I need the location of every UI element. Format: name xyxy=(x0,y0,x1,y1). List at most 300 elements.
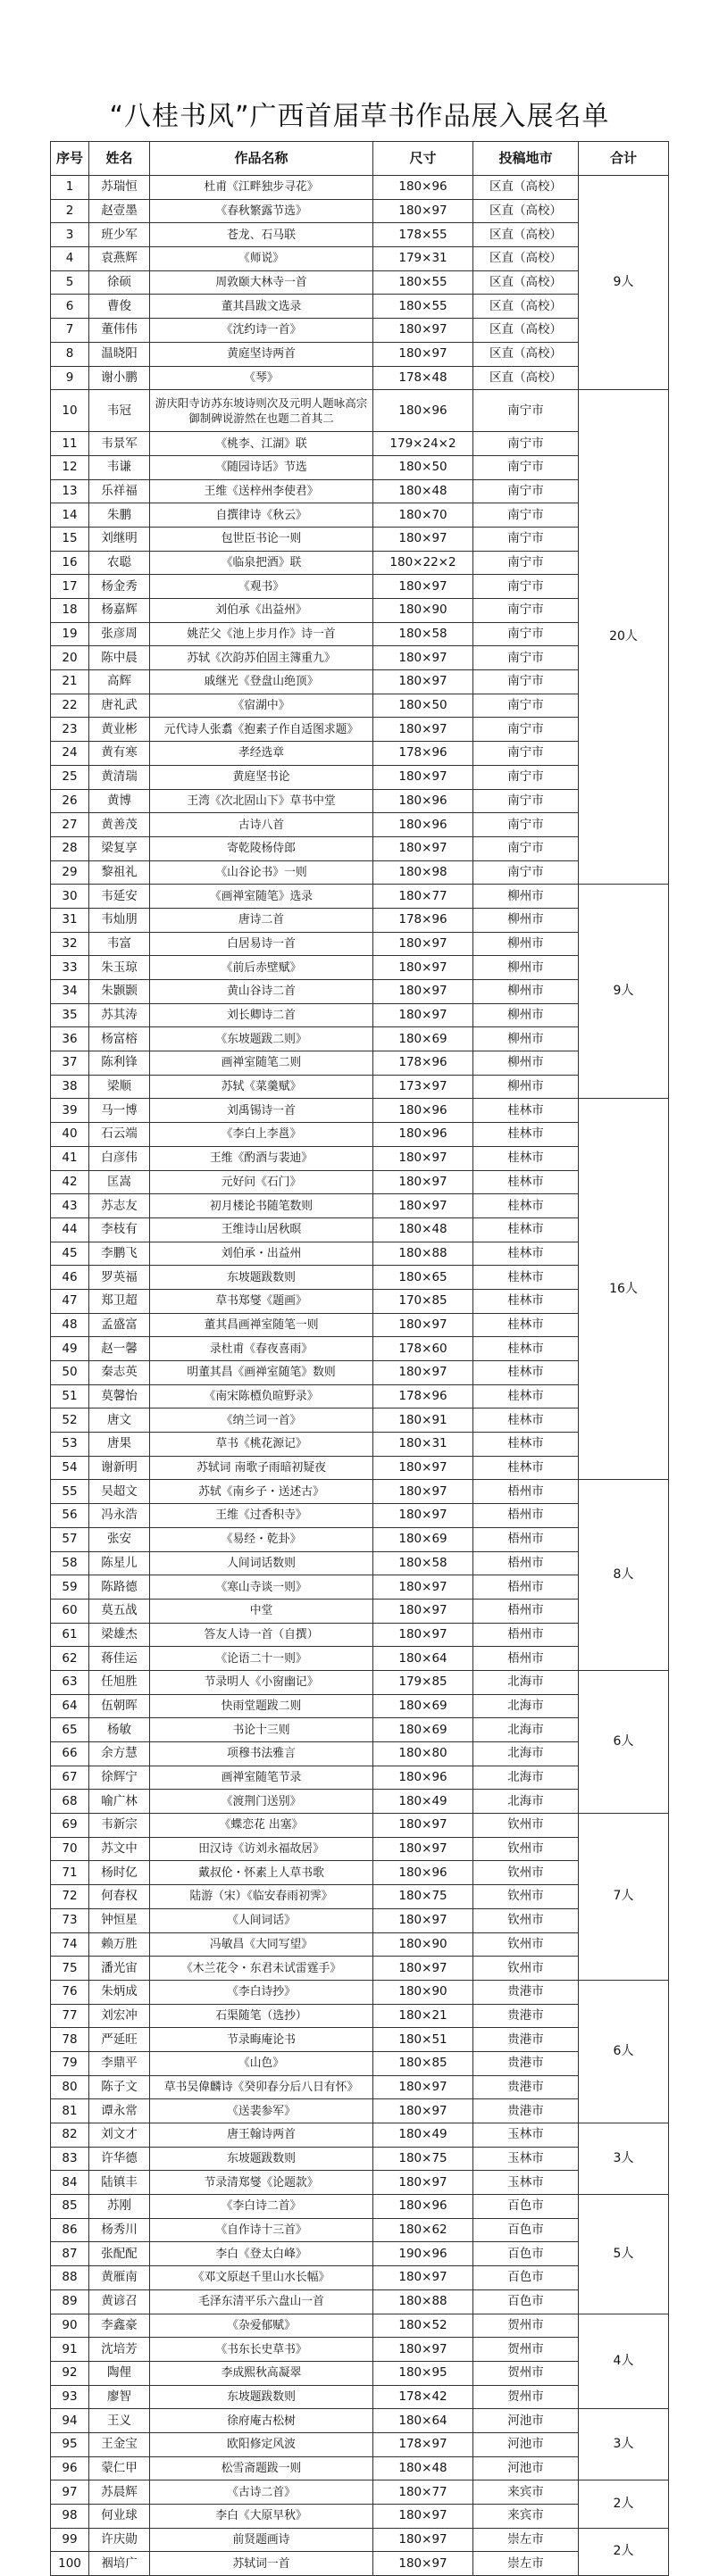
table-row xyxy=(51,2456,669,2480)
cell-work-title: 《前后赤壁赋》 xyxy=(150,956,373,980)
cell-index: 20 xyxy=(51,646,89,670)
cell-index: 70 xyxy=(51,1837,89,1861)
cell-city: 贵港市 xyxy=(473,2099,579,2123)
cell-name: 黎祖礼 xyxy=(89,860,150,885)
cell-city: 桂林市 xyxy=(473,1337,579,1361)
cell-city: 区直（高校） xyxy=(473,319,579,343)
table-row xyxy=(51,1885,669,1909)
cell-work-title: 陆游（宋）《临安春雨初霁》 xyxy=(150,1885,373,1909)
cell-size: 180×97 xyxy=(373,1599,473,1623)
cell-work-title: 《画禅室随笔》选录 xyxy=(150,885,373,909)
cell-name: 朱炳成 xyxy=(89,1980,150,2004)
cell-name: 匡嵩 xyxy=(89,1170,150,1194)
cell-name: 苏其涛 xyxy=(89,1003,150,1027)
table-row xyxy=(51,1075,669,1099)
cell-index: 18 xyxy=(51,599,89,623)
table-row xyxy=(51,2528,669,2552)
cell-size: 178×42 xyxy=(373,2385,473,2409)
table-row xyxy=(51,1003,669,1027)
table-row xyxy=(51,1957,669,1981)
cell-index: 44 xyxy=(51,1217,89,1242)
cell-work-title: 《琴》 xyxy=(150,366,373,390)
table-row xyxy=(51,1742,669,1766)
cell-index: 48 xyxy=(51,1313,89,1337)
cell-city: 南宁市 xyxy=(473,622,579,646)
cell-group-total: 3人 xyxy=(579,2409,669,2480)
cell-city: 桂林市 xyxy=(473,1456,579,1480)
cell-work-title: 《山谷论书》一则 xyxy=(150,860,373,885)
cell-work-title: 刘长卿诗二首 xyxy=(150,1003,373,1027)
cell-size: 180×52 xyxy=(373,2314,473,2338)
cell-city: 北海市 xyxy=(473,1766,579,1790)
cell-name: 高辉 xyxy=(89,670,150,694)
cell-name: 何春权 xyxy=(89,1885,150,1909)
cell-size: 180×95 xyxy=(373,2361,473,2385)
cell-work-title: 徐府庵古松树 xyxy=(150,2409,373,2433)
cell-work-title: 古诗八首 xyxy=(150,813,373,837)
cell-size: 180×97 xyxy=(373,575,473,599)
table-row xyxy=(51,2099,669,2123)
table-row xyxy=(51,1623,669,1647)
cell-index: 61 xyxy=(51,1623,89,1647)
header-work-title: 作品名称 xyxy=(150,142,373,176)
cell-name: 谢小鹏 xyxy=(89,366,150,390)
cell-work-title: 寄乾陵杨侍郎 xyxy=(150,836,373,860)
cell-name: 伍朝晖 xyxy=(89,1694,150,1718)
cell-work-title: 《纳兰词一首》 xyxy=(150,1408,373,1433)
cell-city: 桂林市 xyxy=(473,1313,579,1337)
cell-work-title: 黄庭坚书论 xyxy=(150,765,373,789)
cell-index: 21 xyxy=(51,670,89,694)
cell-size: 180×97 xyxy=(373,527,473,551)
cell-city: 南宁市 xyxy=(473,765,579,789)
cell-city: 钦州市 xyxy=(473,1885,579,1909)
cell-city: 梧州市 xyxy=(473,1504,579,1528)
table-row xyxy=(51,1599,669,1623)
cell-index: 89 xyxy=(51,2289,89,2314)
cell-size: 179×31 xyxy=(373,247,473,271)
cell-size: 180×97 xyxy=(373,2075,473,2099)
table-row xyxy=(51,2195,669,2219)
cell-name: 朱颢颢 xyxy=(89,980,150,1004)
cell-name: 韦景军 xyxy=(89,432,150,456)
cell-city: 南宁市 xyxy=(473,432,579,456)
cell-index: 98 xyxy=(51,2505,89,2529)
cell-work-title: 东坡题跋数则 xyxy=(150,2385,373,2409)
cell-index: 66 xyxy=(51,1742,89,1766)
cell-index: 35 xyxy=(51,1003,89,1027)
cell-city: 区直（高校） xyxy=(473,247,579,271)
cell-name: 韦新宗 xyxy=(89,1814,150,1838)
cell-city: 南宁市 xyxy=(473,551,579,575)
cell-city: 区直（高校） xyxy=(473,223,579,247)
cell-work-title: 《人间词话》 xyxy=(150,1908,373,1932)
table-row xyxy=(51,295,669,319)
cell-name: 唐礼武 xyxy=(89,694,150,718)
cell-size: 180×97 xyxy=(373,1814,473,1838)
table-row xyxy=(51,1361,669,1385)
cell-index: 96 xyxy=(51,2456,89,2480)
cell-size: 180×65 xyxy=(373,1266,473,1290)
cell-work-title: 苏轼《南乡子・送述古》 xyxy=(150,1480,373,1504)
cell-size: 178×48 xyxy=(373,366,473,390)
cell-index: 100 xyxy=(51,2552,89,2576)
cell-name: 杨时亿 xyxy=(89,1861,150,1885)
cell-city: 桂林市 xyxy=(473,1170,579,1194)
cell-city: 区直（高校） xyxy=(473,342,579,366)
cell-name: 任旭胜 xyxy=(89,1670,150,1694)
cell-work-title: 李成熙秋高凝翠 xyxy=(150,2361,373,2385)
cell-work-title: 戚继光《登盘山绝顶》 xyxy=(150,670,373,694)
cell-size: 180×97 xyxy=(373,1908,473,1932)
table-row xyxy=(51,836,669,860)
table-row xyxy=(51,1123,669,1147)
cell-work-title: 《东坡题跋二则》 xyxy=(150,1027,373,1051)
cell-city: 梧州市 xyxy=(473,1647,579,1671)
cell-index: 77 xyxy=(51,2004,89,2028)
cell-city: 南宁市 xyxy=(473,860,579,885)
table-row xyxy=(51,2480,669,2505)
cell-size: 180×97 xyxy=(373,2528,473,2552)
table-row xyxy=(51,765,669,789)
table-row xyxy=(51,1932,669,1957)
cell-work-title: 《送裴参军》 xyxy=(150,2099,373,2123)
header-index: 序号 xyxy=(51,142,89,176)
cell-name: 苏文中 xyxy=(89,1837,150,1861)
cell-index: 58 xyxy=(51,1551,89,1575)
cell-index: 86 xyxy=(51,2218,89,2242)
table-row xyxy=(51,1194,669,1218)
cell-size: 178×55 xyxy=(373,223,473,247)
table-row xyxy=(51,670,669,694)
cell-size: 180×96 xyxy=(373,1766,473,1790)
cell-city: 南宁市 xyxy=(473,527,579,551)
cell-index: 37 xyxy=(51,1051,89,1076)
cell-work-title: 《渡荆门送别》 xyxy=(150,1790,373,1814)
cell-city: 河池市 xyxy=(473,2409,579,2433)
cell-size: 180×97 xyxy=(373,2171,473,2195)
cell-index: 42 xyxy=(51,1170,89,1194)
cell-name: 朱玉琼 xyxy=(89,956,150,980)
cell-city: 百色市 xyxy=(473,2266,579,2290)
cell-index: 6 xyxy=(51,295,89,319)
cell-city: 北海市 xyxy=(473,1718,579,1742)
cell-city: 柳州市 xyxy=(473,908,579,932)
cell-name: 李鹏飞 xyxy=(89,1242,150,1266)
cell-index: 11 xyxy=(51,432,89,456)
cell-work-title: 画禅室随笔节录 xyxy=(150,1766,373,1790)
cell-size: 180×96 xyxy=(373,1123,473,1147)
cell-index: 15 xyxy=(51,527,89,551)
cell-index: 32 xyxy=(51,932,89,956)
cell-name: 黄善茂 xyxy=(89,813,150,837)
cell-name: 李枝有 xyxy=(89,1217,150,1242)
cell-work-title: 《沈约诗一首》 xyxy=(150,319,373,343)
cell-size: 180×98 xyxy=(373,860,473,885)
table-row xyxy=(51,1242,669,1266)
table-row xyxy=(51,342,669,366)
cell-size: 180×22×2 xyxy=(373,551,473,575)
cell-work-title: 前贤题画诗 xyxy=(150,2528,373,2552)
cell-index: 41 xyxy=(51,1146,89,1170)
cell-city: 百色市 xyxy=(473,2242,579,2266)
table-body xyxy=(51,176,669,2576)
header-name: 姓名 xyxy=(89,142,150,176)
cell-index: 74 xyxy=(51,1932,89,1957)
cell-name: 韦灿朋 xyxy=(89,908,150,932)
cell-group-total: 9人 xyxy=(579,885,669,1099)
cell-work-title: 东坡题跋数则 xyxy=(150,2147,373,2171)
cell-city: 区直（高校） xyxy=(473,295,579,319)
cell-name: 农聪 xyxy=(89,551,150,575)
cell-work-title: 游庆阳寺访苏东坡诗则次及元明人题咏高宗御制碑说游然在也题二首其二 xyxy=(150,390,373,432)
cell-city: 百色市 xyxy=(473,2195,579,2219)
cell-work-title: 王维诗山居秋暝 xyxy=(150,1217,373,1242)
table-row xyxy=(51,1337,669,1361)
cell-index: 27 xyxy=(51,813,89,837)
cell-name: 谭永常 xyxy=(89,2099,150,2123)
cell-size: 180×90 xyxy=(373,1980,473,2004)
cell-name: 陈利锋 xyxy=(89,1051,150,1076)
cell-size: 180×97 xyxy=(373,1456,473,1480)
cell-size: 180×97 xyxy=(373,956,473,980)
cell-city: 桂林市 xyxy=(473,1266,579,1290)
cell-work-title: 冯敏昌《大同写望》 xyxy=(150,1932,373,1957)
cell-work-title: 包世臣书论一则 xyxy=(150,527,373,551)
cell-work-title: 书论十三则 xyxy=(150,1718,373,1742)
cell-size: 180×58 xyxy=(373,1551,473,1575)
cell-name: 廖智 xyxy=(89,2385,150,2409)
cell-index: 76 xyxy=(51,1980,89,2004)
table-row xyxy=(51,2361,669,2385)
cell-city: 柳州市 xyxy=(473,980,579,1004)
cell-size: 180×75 xyxy=(373,2147,473,2171)
cell-name: 张彦周 xyxy=(89,622,150,646)
cell-city: 柳州市 xyxy=(473,1051,579,1076)
cell-work-title: 《蝶恋花 出塞》 xyxy=(150,1814,373,1838)
cell-work-title: 《李白诗抄》 xyxy=(150,1980,373,2004)
cell-index: 51 xyxy=(51,1384,89,1408)
cell-index: 33 xyxy=(51,956,89,980)
cell-size: 180×91 xyxy=(373,1408,473,1433)
cell-name: 张配配 xyxy=(89,2242,150,2266)
cell-size: 180×77 xyxy=(373,2480,473,2505)
cell-name: 陈路德 xyxy=(89,1575,150,1600)
cell-name: 苏瑞恒 xyxy=(89,176,150,200)
table-row xyxy=(51,1266,669,1290)
cell-size: 179×85 xyxy=(373,1670,473,1694)
table-row xyxy=(51,1456,669,1480)
cell-work-title: 王湾《次北固山下》草书中堂 xyxy=(150,789,373,813)
cell-name: 孟盛富 xyxy=(89,1313,150,1337)
table-row xyxy=(51,1433,669,1457)
cell-index: 62 xyxy=(51,1647,89,1671)
cell-name: 黄清瑞 xyxy=(89,765,150,789)
cell-name: 赖万胜 xyxy=(89,1932,150,1957)
cell-work-title: 姚茫父《池上步月作》诗一首 xyxy=(150,622,373,646)
cell-work-title: 刘伯承《出益州》 xyxy=(150,599,373,623)
table-row xyxy=(51,1504,669,1528)
cell-city: 区直（高校） xyxy=(473,176,579,200)
table-row xyxy=(51,1170,669,1194)
cell-name: 班少军 xyxy=(89,223,150,247)
cell-index: 92 xyxy=(51,2361,89,2385)
cell-work-title: 《临泉把酒》联 xyxy=(150,551,373,575)
cell-size: 180×55 xyxy=(373,270,473,295)
cell-size: 180×97 xyxy=(373,2099,473,2123)
cell-work-title: 杜甫《江畔独步寻花》 xyxy=(150,176,373,200)
cell-size: 180×62 xyxy=(373,2218,473,2242)
cell-city: 桂林市 xyxy=(473,1194,579,1218)
page-title: “八桂书风”广西首届草书作品展入展名单 xyxy=(109,101,610,132)
cell-index: 17 xyxy=(51,575,89,599)
cell-group-total: 6人 xyxy=(579,1670,669,1813)
cell-size: 179×24×2 xyxy=(373,432,473,456)
cell-group-total: 7人 xyxy=(579,1814,669,1981)
cell-index: 68 xyxy=(51,1790,89,1814)
cell-city: 南宁市 xyxy=(473,390,579,432)
cell-size: 180×97 xyxy=(373,765,473,789)
table-row xyxy=(51,2004,669,2028)
table-row xyxy=(51,1289,669,1313)
cell-work-title: 戴叔伦・怀素上人草书歌 xyxy=(150,1861,373,1885)
cell-city: 桂林市 xyxy=(473,1242,579,1266)
table-row xyxy=(51,270,669,295)
cell-work-title: 东坡题跋数则 xyxy=(150,1266,373,1290)
cell-city: 贵港市 xyxy=(473,1980,579,2004)
cell-index: 79 xyxy=(51,2051,89,2075)
cell-size: 180×97 xyxy=(373,670,473,694)
cell-index: 9 xyxy=(51,366,89,390)
cell-city: 百色市 xyxy=(473,2218,579,2242)
cell-work-title: 刘禹锡诗一首 xyxy=(150,1099,373,1123)
cell-index: 2 xyxy=(51,199,89,223)
cell-size: 180×97 xyxy=(373,1480,473,1504)
cell-name: 李鼎平 xyxy=(89,2051,150,2075)
cell-name: 赵壹墨 xyxy=(89,199,150,223)
cell-work-title: 白居易诗一首 xyxy=(150,932,373,956)
cell-work-title: 人间词话数则 xyxy=(150,1551,373,1575)
cell-size: 180×97 xyxy=(373,1575,473,1600)
table-row xyxy=(51,2314,669,2338)
cell-city: 区直（高校） xyxy=(473,199,579,223)
cell-work-title: 王维《送梓州李使君》 xyxy=(150,479,373,503)
cell-city: 南宁市 xyxy=(473,646,579,670)
cell-work-title: 《山色》 xyxy=(150,2051,373,2075)
cell-name: 苏志友 xyxy=(89,1194,150,1218)
cell-work-title: 《师说》 xyxy=(150,247,373,271)
cell-city: 崇左市 xyxy=(473,2552,579,2576)
table-row xyxy=(51,1980,669,2004)
cell-size: 180×96 xyxy=(373,1861,473,1885)
cell-work-title: 唐诗二首 xyxy=(150,908,373,932)
cell-size: 178×96 xyxy=(373,1051,473,1076)
cell-city: 贺州市 xyxy=(473,2338,579,2362)
table-row xyxy=(51,908,669,932)
cell-name: 唐果 xyxy=(89,1433,150,1457)
cell-city: 南宁市 xyxy=(473,813,579,837)
cell-name: 刘文才 xyxy=(89,2123,150,2148)
cell-work-title: 《随园诗话》节选 xyxy=(150,455,373,479)
cell-work-title: 董其昌跋文选录 xyxy=(150,295,373,319)
cell-name: 何业球 xyxy=(89,2505,150,2529)
cell-city: 南宁市 xyxy=(473,742,579,766)
cell-size: 180×85 xyxy=(373,2051,473,2075)
cell-group-total: 2人 xyxy=(579,2528,669,2575)
cell-size: 180×97 xyxy=(373,1623,473,1647)
cell-name: 梁雄杰 xyxy=(89,1623,150,1647)
cell-index: 28 xyxy=(51,836,89,860)
cell-city: 南宁市 xyxy=(473,694,579,718)
cell-work-title: 周敦颐大林寺一首 xyxy=(150,270,373,295)
cell-index: 39 xyxy=(51,1099,89,1123)
cell-city: 桂林市 xyxy=(473,1384,579,1408)
table-row xyxy=(51,694,669,718)
cell-size: 180×97 xyxy=(373,1957,473,1981)
cell-group-total: 3人 xyxy=(579,2123,669,2195)
cell-index: 83 xyxy=(51,2147,89,2171)
cell-name: 石云端 xyxy=(89,1123,150,1147)
cell-city: 柳州市 xyxy=(473,1003,579,1027)
cell-index: 29 xyxy=(51,860,89,885)
table-row xyxy=(51,2028,669,2052)
table-row xyxy=(51,455,669,479)
cell-name: 陈中晨 xyxy=(89,646,150,670)
cell-index: 75 xyxy=(51,1957,89,1981)
cell-size: 180×97 xyxy=(373,932,473,956)
table-row xyxy=(51,2432,669,2456)
cell-work-title: 毛泽东清平乐六盘山一首 xyxy=(150,2289,373,2314)
cell-index: 80 xyxy=(51,2075,89,2099)
table-row xyxy=(51,2385,669,2409)
table-row xyxy=(51,742,669,766)
cell-work-title: 节录晦庵论书 xyxy=(150,2028,373,2052)
table-row xyxy=(51,789,669,813)
cell-city: 河池市 xyxy=(473,2432,579,2456)
cell-index: 38 xyxy=(51,1075,89,1099)
cell-index: 64 xyxy=(51,1694,89,1718)
cell-name: 杨富榕 xyxy=(89,1027,150,1051)
cell-index: 16 xyxy=(51,551,89,575)
table-row xyxy=(51,813,669,837)
table-row xyxy=(51,1527,669,1551)
cell-city: 区直（高校） xyxy=(473,366,579,390)
cell-size: 180×97 xyxy=(373,2338,473,2362)
cell-size: 180×90 xyxy=(373,599,473,623)
entry-list-table xyxy=(50,141,668,2576)
cell-size: 180×21 xyxy=(373,2004,473,2028)
cell-city: 贺州市 xyxy=(473,2385,579,2409)
cell-city: 梧州市 xyxy=(473,1551,579,1575)
cell-size: 180×48 xyxy=(373,1217,473,1242)
cell-index: 60 xyxy=(51,1599,89,1623)
cell-name: 秦志英 xyxy=(89,1361,150,1385)
cell-city: 柳州市 xyxy=(473,956,579,980)
cell-name: 陆镇丰 xyxy=(89,2171,150,2195)
cell-name: 韦富 xyxy=(89,932,150,956)
cell-work-title: 《论语二十一则》 xyxy=(150,1647,373,1671)
cell-name: 刘继明 xyxy=(89,527,150,551)
cell-work-title: 苏轼词 南歌子雨暗初疑夜 xyxy=(150,1456,373,1480)
cell-name: 许华德 xyxy=(89,2147,150,2171)
table-row xyxy=(51,479,669,503)
cell-work-title: 自撰律诗《秋云》 xyxy=(150,503,373,528)
cell-name: 谢新明 xyxy=(89,1456,150,1480)
cell-size: 180×64 xyxy=(373,2409,473,2433)
cell-index: 91 xyxy=(51,2338,89,2362)
cell-city: 钦州市 xyxy=(473,1814,579,1838)
cell-city: 贵港市 xyxy=(473,2004,579,2028)
